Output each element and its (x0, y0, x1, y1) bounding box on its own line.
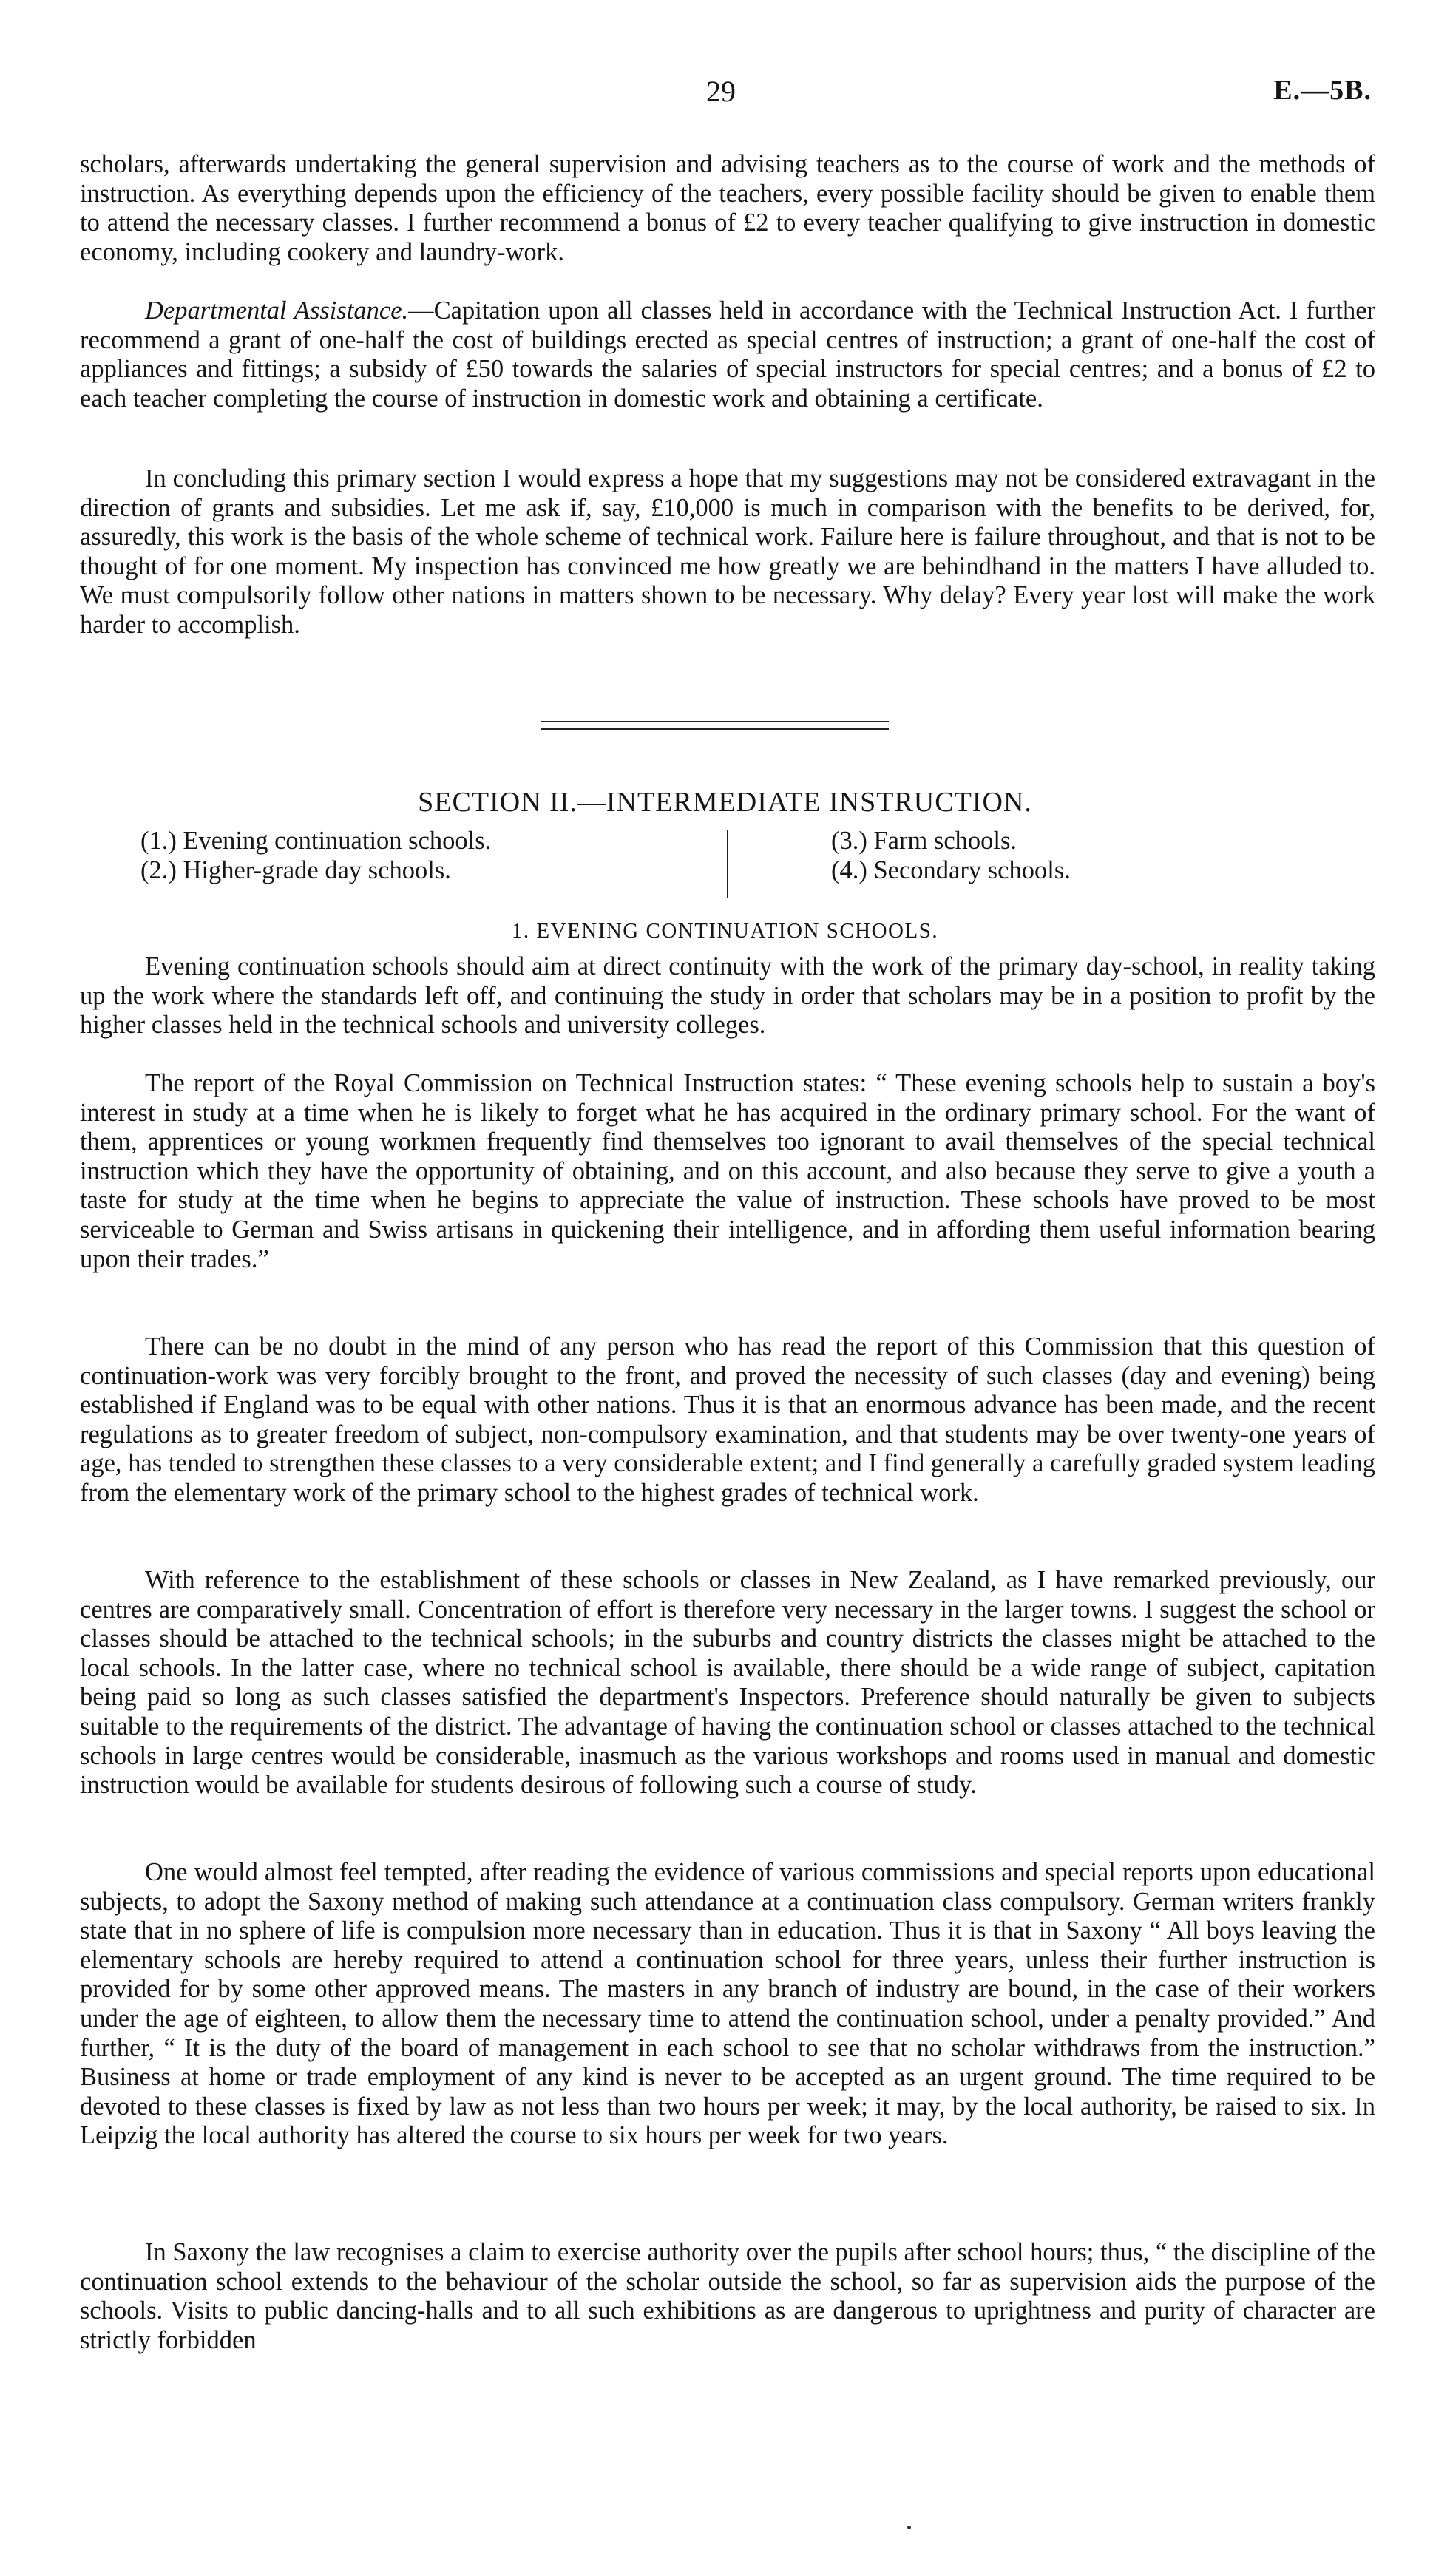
paragraph-commission-report: There can be no doubt in the mind of any person who has read the report of this Commission that this question of continuation-work was very forcibly brought to the front, and proved the necessity of such classes (day and evening) being established if England was to be equal with other nations. Thus it is that an enormous advance has been made, and the recent regulations as to greater freedom of subject, non-compulsory examination, and that students may be over twenty-one years of age, has tended to strengthen these classes to a very considerable extent; and I find generally a carefully graded system leading from the elementary work of the primary school to the highest grades of technical work. (80, 1332, 1375, 1507)
list-column-divider (727, 830, 728, 898)
departmental-assistance-label: Departmental Assistance. (145, 296, 409, 325)
paragraph-new-zealand: With reference to the establishment of these schools or classes in New Zealand, as I have remarked previously, our centres are comparatively small. Concentration of effort is therefore very necessary in the larger towns. I suggest the school or classes should be attached to the technical schools; in the suburbs and country districts the classes might be attached to the local schools. In the latter case, where no technical school is available, there should be a wide range of subject, capitation being paid so long as such classes satisfied the department's Inspectors. Preference should naturally be given to subjects suitable to the requirements of the district. The advantage of having the continuation school or classes attached to the technical schools in large centres would be considerable, inasmuch as the various workshops and rooms used in manual and domestic instruction would be available for students desirous of following such a course of study. (80, 1566, 1375, 1800)
section-divider-rule-top (541, 721, 889, 722)
section-title: SECTION II.—INTERMEDIATE INSTRUCTION. (418, 787, 1032, 818)
paragraph-teachers-training: scholars, afterwards undertaking the general supervision and advising teachers as to the course of work and the methods of instruction. As everything depends upon the efficiency of the teachers, every possible facility should be given to enable them to attend the necessary classes. I further recommend a bonus of £2 to every teacher qualifying to give instruction in domestic economy, including cookery and laundry-work. (80, 150, 1375, 266)
departmental-assistance-text: —Capitation upon all classes held in accordance with the Technical Instruction Act. I further recommend a grant of one-half the cost of buildings erected as special centres of instruction; a grant of one-half the cost of appliances and fittings; a subsidy of £50 towards the salaries of special instructors for special centres; and a bonus of £2 to each teacher completing the course of instruction in domestic work and obtaining a certificate. (80, 296, 1375, 413)
paragraph-departmental-assistance (80, 296, 1375, 413)
list-item-higher-grade: (2.) Higher-grade day schools. (140, 856, 451, 884)
stray-ink-dot (907, 2526, 911, 2529)
paragraph-evening-continuation-aim: Evening continuation schools should aim at direct continuity with the work of the primary day-school, in reality taking up the work where the standards left off, and continuing the study in order that scholars may be in a position to profit by the higher classes held in the technical schools and university colleges. (80, 952, 1375, 1040)
paragraph-concluding-primary: In concluding this primary section I would express a hope that my suggestions may not be considered extravagant in the direction of grants and subsidies. Let me ask if, say, £10,000 is much in comparison with the benefits to be derived, for, assuredly, this work is the basis of the whole scheme of technical work. Failure here is failure throughout, and that is not to be thought of for one moment. My inspection has convinced me how greatly we are behindhand in the matters I have alluded to. We must compulsorily follow other nations in matters shown to be necessary. Why delay? Every year lost will make the work harder to accomplish. (80, 464, 1375, 639)
list-item-evening-continuation: (1.) Evening continuation schools. (140, 827, 492, 855)
paragraph-saxony-method: One would almost feel tempted, after reading the evidence of various commissions and special reports upon educational subjects, to adopt the Saxony method of making such attendance at a continuation class compulsory. German writers frankly state that in no sphere of life is compulsion more necessary than in education. Thus it is that in Saxony “ All boys leaving the elementary schools are hereby required to attend a continuation school for three years, unless their further instruction is provided for by some other approved means. The masters in any branch of industry are bound, in the case of their workers under the age of eighteen, to allow them the necessary time to attend the continuation school, under a penalty provided.” And further, “ It is the duty of the board of management in each school to see that no scholar withdraws from the instruction.” Business at home or trade employment of any kind is never to be accepted as an urgent ground. The time required to be devoted to these classes is fixed by law as not less than two hours per week; it may, by the local authority, be raised to six. In Leipzig the local authority has altered the course to six hours per week for two years. (80, 1858, 1375, 2150)
section-divider-rule-bottom (541, 728, 889, 730)
paragraph-royal-commission: The report of the Royal Commission on Technical Instruction states: “ These evening schools help to sustain a boy's interest in study at a time when he is likely to forget what he has acquired in the ordinary primary school. For the want of them, apprentices or young workmen frequently find themselves too ignorant to avail themselves of the special technical instruction which they have the opportunity of obtaining, and on this account, and also because they serve to give a youth a taste for study at the time when he begins to appreciate the value of instruction. These schools have proved to be most serviceable to German and Swiss artisans in quickening their intelligence, and in affording them useful information bearing upon their trades.” (80, 1069, 1375, 1273)
document-reference: E.—5B. (1273, 75, 1372, 106)
subsection-heading: 1. EVENING CONTINUATION SCHOOLS. (511, 919, 939, 943)
page-number: 29 (706, 75, 736, 108)
list-item-secondary-schools: (4.) Secondary schools. (831, 856, 1071, 884)
list-item-farm-schools: (3.) Farm schools. (831, 827, 1017, 855)
paragraph-saxony-law: In Saxony the law recognises a claim to exercise authority over the pupils after school hours; thus, “ the discipline of the continuation school extends to the behaviour of the scholar outside the school, so far as supervision aids the purpose of the schools. Visits to public dancing-halls and to all such exhibitions as are dangerous to uprightness and purity of character are strictly forbidden (80, 2238, 1375, 2354)
